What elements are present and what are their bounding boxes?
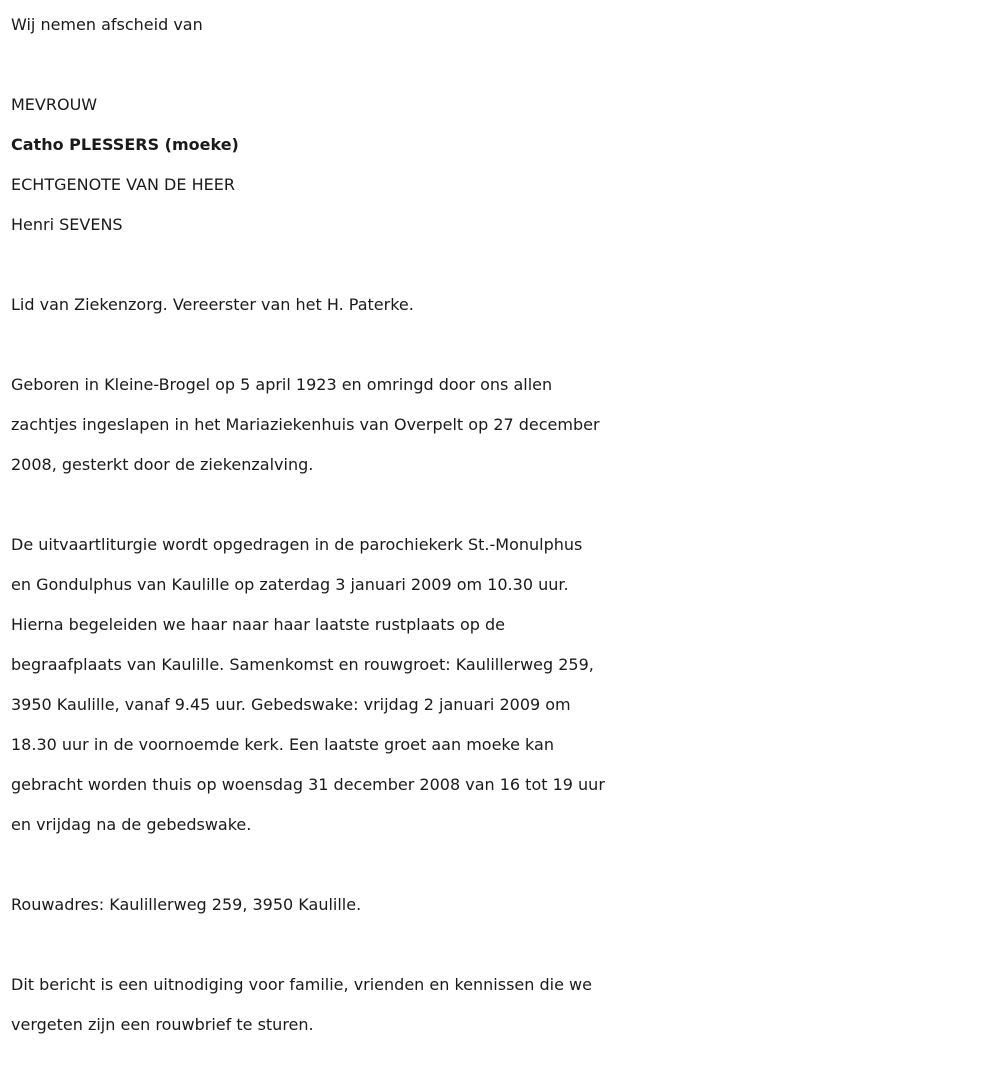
- birth-death-paragraph: [11, 365, 993, 485]
- paragraph-line: Dit bericht is een uitnodiging voor familie, vrienden en kennissen die we: [11, 975, 592, 994]
- paragraph-line: begraafplaats van Kaulille. Samenkomst en rouwgroet: Kaulillerweg 259,: [11, 655, 594, 674]
- paragraph-line: 2008, gesterkt door de ziekenzalving.: [11, 455, 314, 474]
- spacer: [11, 925, 993, 965]
- funeral-paragraph: [11, 525, 993, 845]
- person-title: MEVROUW: [11, 95, 98, 114]
- spacer: [11, 485, 993, 525]
- obituary-notice: [11, 0, 993, 1045]
- paragraph-line: 3950 Kaulille, vanaf 9.45 uur. Gebedswake: vrijdag 2 januari 2009 om: [11, 695, 571, 714]
- paragraph-line: zachtjes ingeslapen in het Mariaziekenhuis van Overpelt op 27 december: [11, 415, 600, 434]
- paragraph-line: Geboren in Kleine-Brogel op 5 april 1923 en omringd door ons allen: [11, 375, 553, 394]
- paragraph-line: 18.30 uur in de voornoemde kerk. Een laatste groet aan moeke kan: [11, 735, 554, 754]
- paragraph-line: en Gondulphus van Kaulille op zaterdag 3 januari 2009 om 10.30 uur.: [11, 575, 569, 594]
- paragraph-line: De uitvaartliturgie wordt opgedragen in de parochiekerk St.-Monulphus: [11, 535, 583, 554]
- paragraph-line: vergeten zijn een rouwbrief te sturen.: [11, 1015, 314, 1034]
- closing-paragraph: [11, 965, 993, 1045]
- spacer: [11, 325, 993, 365]
- paragraph-line: en vrijdag na de gebedswake.: [11, 815, 252, 834]
- paragraph-line: Hierna begeleiden we haar naar haar laatste rustplaats op de: [11, 615, 505, 634]
- person-name: Catho PLESSERS (moeke): [11, 135, 239, 154]
- relation-line: ECHTGENOTE VAN DE HEER: [11, 175, 235, 194]
- spouse-name: Henri SEVENS: [11, 215, 123, 234]
- paragraph-line: gebracht worden thuis op woensdag 31 december 2008 van 16 tot 19 uur: [11, 775, 605, 794]
- membership-line: Lid van Ziekenzorg. Vereerster van het H. Paterke.: [11, 295, 414, 314]
- intro-line: Wij nemen afscheid van: [11, 15, 203, 34]
- address-line: Rouwadres: Kaulillerweg 259, 3950 Kaulille.: [11, 895, 362, 914]
- spacer: [11, 45, 993, 85]
- spacer: [11, 245, 993, 285]
- spacer: [11, 845, 993, 885]
